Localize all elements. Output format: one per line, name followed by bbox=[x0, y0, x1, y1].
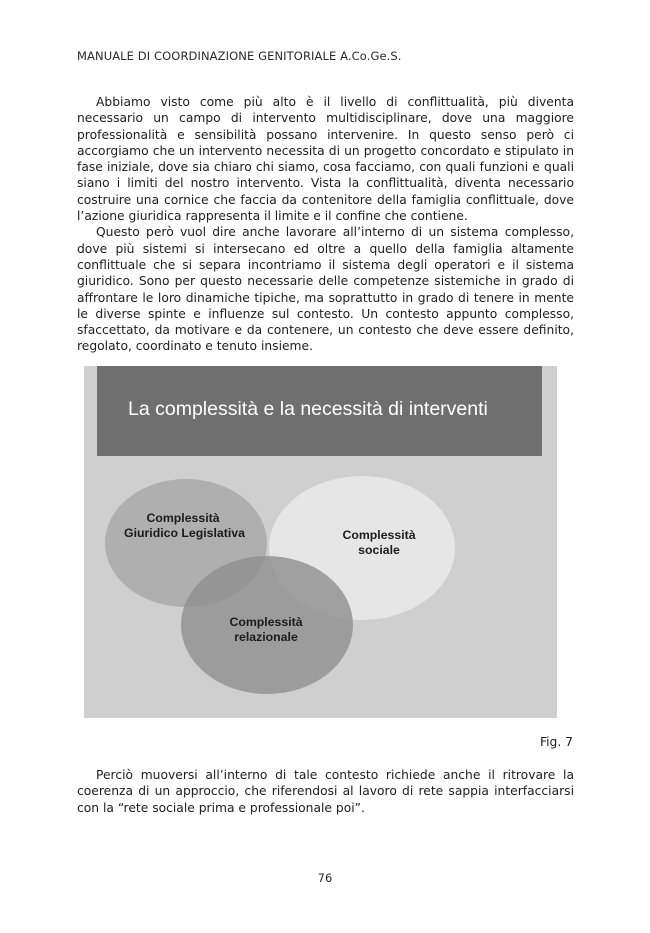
label-line: Complessità bbox=[229, 615, 303, 629]
label-line: Complessità bbox=[146, 511, 220, 525]
body-text-top bbox=[77, 94, 574, 355]
label-line: relazionale bbox=[234, 630, 298, 644]
label-line: sociale bbox=[358, 543, 400, 557]
running-header: MANUALE DI COORDINAZIONE GENITORIALE A.Co.Ge.S. bbox=[77, 49, 402, 63]
paragraph: Questo però vuol dire anche lavorare all’interno di un sistema complesso, dove più sistemi si intersecano ed oltre a quello della famiglia altamente conflittuale che si separa incontriamo il sistema degli operatori e il sistema giuridico. Sono per questo necessarie delle competenze sistemiche in grado di affrontare le loro dinamiche tipiche, ma soprattutto in grado di tenere in mente le diverse spinte e influenze sul contesto. Un contesto appunto complesso, sfaccettato, da motivare e da contenere, un contesto che deve essere definito, regolato, coordinato e tenuto insieme. bbox=[77, 225, 574, 354]
label-social bbox=[324, 528, 434, 558]
label-line: Complessità bbox=[342, 528, 416, 542]
figure-caption: Fig. 7 bbox=[539, 735, 573, 749]
paragraph: Abbiamo visto come più alto è il livello di conflittualità, più diventa necessario un campo di intervento multidisciplinare, dove una maggiore professionalità e sensibilità possano intervenire. In questo senso però ci accorgiamo che un intervento necessita di un progetto concordato e stipulato in fase iniziale, dove sia chiaro chi siamo, cosa facciamo, con quali funzioni e quali siano i limiti del nostro intervento. Vista la conflittualità, diventa necessario costruire una cornice che faccia da contenitore della famiglia conflittuale, dove l’azione giuridica rappresenta il limite e il confine che contiene. bbox=[77, 95, 574, 224]
venn-figure bbox=[84, 366, 557, 718]
label-relational bbox=[216, 615, 316, 645]
label-line: Giuridico Legislativa bbox=[124, 526, 245, 540]
page-number: 76 bbox=[317, 871, 333, 885]
body-text-bottom bbox=[77, 767, 574, 816]
paragraph: Perciò muoversi all’interno di tale contesto richiede anche il ritrovare la coerenza di un approccio, che riferendosi al lavoro di rete sappia interfacciarsi con la “rete sociale prima e professionale poi”. bbox=[77, 768, 574, 815]
label-legal bbox=[124, 511, 245, 541]
venn-diagram bbox=[84, 366, 557, 718]
figure-title: La complessità e la necessità di interventi bbox=[128, 398, 488, 420]
